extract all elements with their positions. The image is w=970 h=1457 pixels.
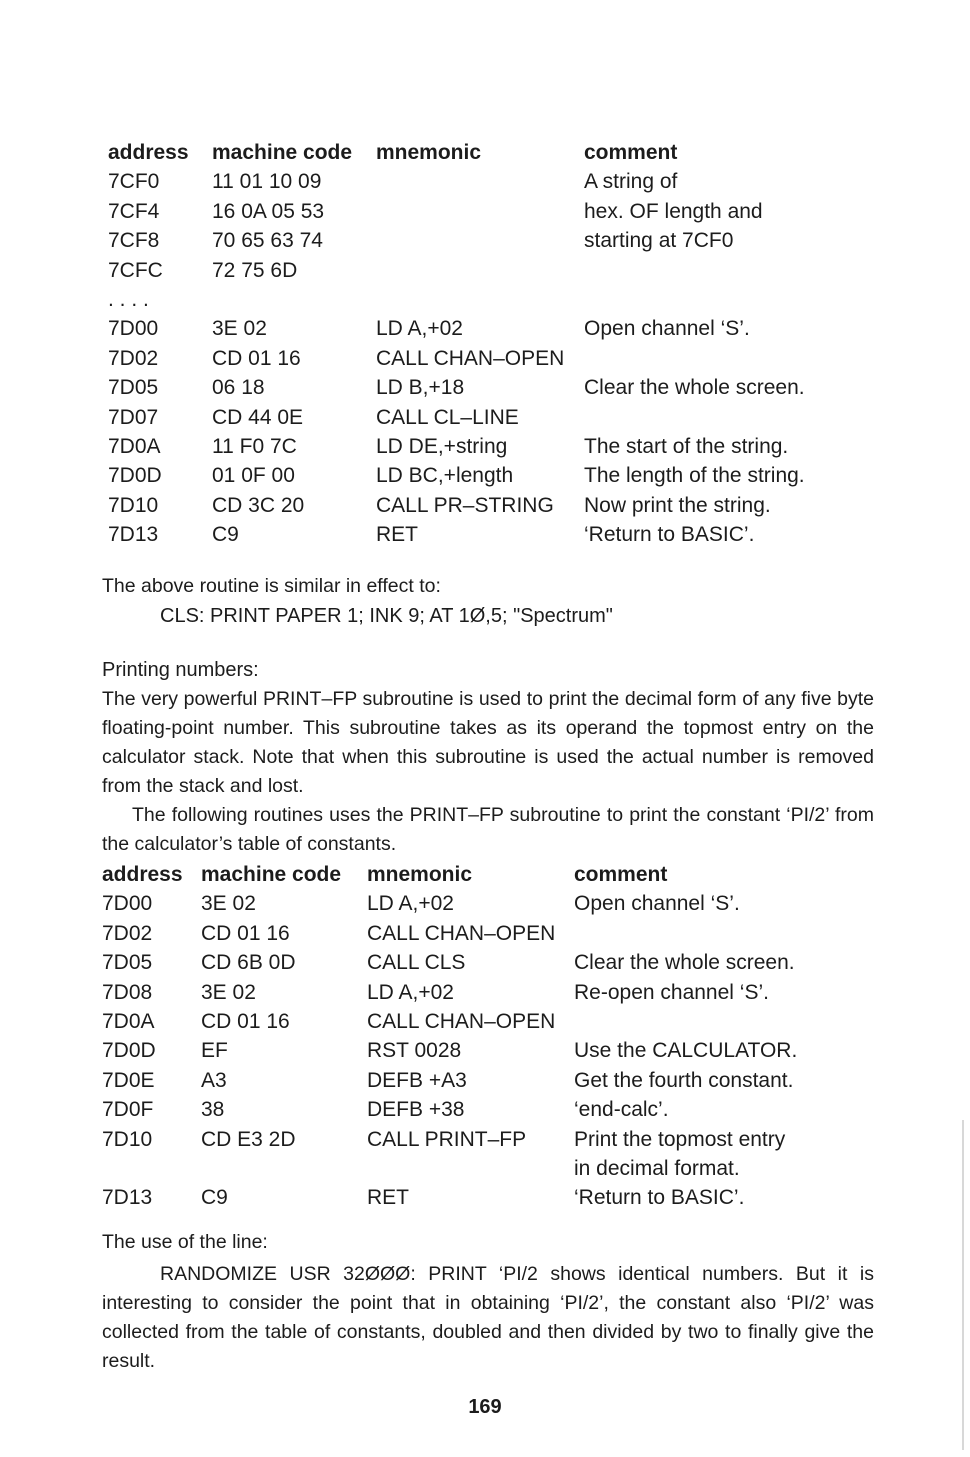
address-cell: 7CF4 <box>108 199 160 223</box>
machine-code-cell: CD 01 16 <box>201 921 290 945</box>
machine-code-cell: 72 75 6D <box>212 258 298 282</box>
machine-code-cell: CD 6B 0D <box>201 951 296 975</box>
machine-code-cell: 11 01 10 09 <box>212 170 322 194</box>
address-cell: 7D02 <box>102 921 153 945</box>
conclusion-paragraph: RANDOMIZE USR 32ØØØ: PRINT ‘PI/2 shows identical numbers. But it is interesting to consider the point that in obtaining ‘PI/2’, the constant also ‘PI/2’ was collected from the table of constants, doubled and then divided by two to finally give the result. <box>102 1263 874 1372</box>
header-comment: comment <box>584 141 678 164</box>
mnemonic-cell: DEFB +A3 <box>367 1068 467 1092</box>
address-cell: 7D0A <box>102 1009 155 1033</box>
machine-code-cell: CD 01 16 <box>212 346 301 370</box>
machine-code-cell: A3 <box>201 1068 227 1092</box>
header-machine-code: machine code <box>201 863 342 886</box>
address-cell: 7D07 <box>108 405 159 429</box>
comment-cell: hex. OF length and <box>584 199 763 223</box>
comment-cell: Open channel ‘S’. <box>574 892 740 916</box>
machine-code-cell: 3E 02 <box>201 892 256 916</box>
header-comment: comment <box>574 863 668 886</box>
address-cell: 7D13 <box>102 1186 153 1210</box>
comment-cell: Open channel ‘S’. <box>584 317 750 341</box>
address-cell: 7D0D <box>108 464 162 488</box>
comment-cell: starting at 7CF0 <box>584 229 734 253</box>
mnemonic-cell: LD DE,+string <box>376 434 508 458</box>
machine-code-cell: 16 0A 05 53 <box>212 199 325 223</box>
mnemonic-cell: LD BC,+length <box>376 464 514 488</box>
address-cell: . . . . <box>108 287 149 311</box>
address-cell: 7CF0 <box>108 170 160 194</box>
machine-code-cell: 3E 02 <box>212 317 267 341</box>
address-cell: 7D00 <box>108 317 159 341</box>
header-machine-code: machine code <box>212 141 353 164</box>
comment-cell: ‘end-calc’. <box>574 1098 669 1122</box>
machine-code-cell: C9 <box>212 523 239 547</box>
print-fp-paragraph: The very powerful PRINT–FP subroutine is used to print the decimal form of any five byte floating-point number. This subroutine takes as its operand the topmost entry on the calculator stack. Note that when this subroutine is used the actual number is removed from the stack and lost. <box>102 688 874 797</box>
comment-cell: Use the CALCULATOR. <box>574 1039 798 1063</box>
mnemonic-cell: LD A,+02 <box>367 892 454 916</box>
basic-equivalent-line: CLS: PRINT PAPER 1; INK 9; AT 1Ø,5; "Spectrum" <box>160 605 613 627</box>
address-cell: 7D0F <box>102 1098 154 1122</box>
comment-cell: ‘Return to BASIC’. <box>584 523 755 547</box>
machine-code-cell: EF <box>201 1039 228 1063</box>
header-address: address <box>102 863 183 886</box>
machine-code-cell: CD 3C 20 <box>212 493 305 517</box>
address-cell: 7D05 <box>108 376 159 400</box>
comment-cell: A string of <box>584 170 678 194</box>
mnemonic-cell: LD A,+02 <box>376 317 463 341</box>
mnemonic-cell: CALL CHAN–OPEN <box>367 921 556 945</box>
header-mnemonic: mnemonic <box>367 863 473 886</box>
comment-cell: Get the fourth constant. <box>574 1068 794 1092</box>
comment-cell: The length of the string. <box>584 464 805 488</box>
machine-code-cell: CD 01 16 <box>201 1009 290 1033</box>
comment-cell: Now print the string. <box>584 493 771 517</box>
mnemonic-cell: RST 0028 <box>367 1039 462 1063</box>
address-cell: 7D0D <box>102 1039 156 1063</box>
mnemonic-cell: CALL CHAN–OPEN <box>367 1009 556 1033</box>
intro-paragraph: The above routine is similar in effect to: <box>102 575 441 597</box>
page-edge-line <box>962 1120 964 1450</box>
mnemonic-cell: CALL PR–STRING <box>376 493 554 517</box>
machine-code-cell: 38 <box>201 1098 225 1122</box>
mnemonic-cell: CALL CHAN–OPEN <box>376 346 565 370</box>
machine-code-cell: CD 44 0E <box>212 405 304 429</box>
machine-code-cell: 06 18 <box>212 376 265 400</box>
address-cell: 7CF8 <box>108 229 160 253</box>
machine-code-cell: CD E3 2D <box>201 1127 296 1151</box>
mnemonic-cell: LD B,+18 <box>376 376 465 400</box>
comment-cell: Print the topmost entry <box>574 1127 786 1151</box>
header-address: address <box>108 141 189 164</box>
mnemonic-cell: CALL PRINT–FP <box>367 1127 527 1151</box>
mnemonic-cell: RET <box>376 523 418 547</box>
mnemonic-cell: CALL CL–LINE <box>376 405 519 429</box>
machine-code-cell: 3E 02 <box>201 980 256 1004</box>
address-cell: 7D13 <box>108 523 159 547</box>
mnemonic-cell: CALL CLS <box>367 951 466 975</box>
machine-code-cell: 11 F0 7C <box>212 434 297 458</box>
address-cell: 7D0A <box>108 434 161 458</box>
routine-intro-paragraph: The following routines uses the PRINT–FP subroutine to print the constant ‘PI/2’ from the calculator’s table of constants. <box>102 804 874 855</box>
mnemonic-cell: RET <box>367 1186 409 1210</box>
address-cell: 7D10 <box>102 1127 153 1151</box>
comment-cell: Re-open channel ‘S’. <box>574 980 769 1004</box>
address-cell: 7D02 <box>108 346 159 370</box>
comment-cell: ‘Return to BASIC’. <box>574 1186 745 1210</box>
machine-code-cell: 01 0F 00 <box>212 464 295 488</box>
machine-code-cell: C9 <box>201 1186 228 1210</box>
address-cell: 7D0E <box>102 1068 155 1092</box>
comment-cell: in decimal format. <box>574 1156 740 1180</box>
page-number: 169 <box>468 1396 502 1418</box>
address-cell: 7D00 <box>102 892 153 916</box>
address-cell: 7CFC <box>108 258 163 282</box>
comment-cell: Clear the whole screen. <box>584 376 805 400</box>
comment-cell: The start of the string. <box>584 434 789 458</box>
use-of-line-paragraph: The use of the line: <box>102 1231 268 1253</box>
header-mnemonic: mnemonic <box>376 141 482 164</box>
address-cell: 7D08 <box>102 980 153 1004</box>
address-cell: 7D05 <box>102 951 153 975</box>
mnemonic-cell: LD A,+02 <box>367 980 454 1004</box>
address-cell: 7D10 <box>108 493 159 517</box>
section-heading: Printing numbers: <box>102 659 259 681</box>
machine-code-cell: 70 65 63 74 <box>212 229 323 253</box>
mnemonic-cell: DEFB +38 <box>367 1098 465 1122</box>
comment-cell: Clear the whole screen. <box>574 951 795 975</box>
